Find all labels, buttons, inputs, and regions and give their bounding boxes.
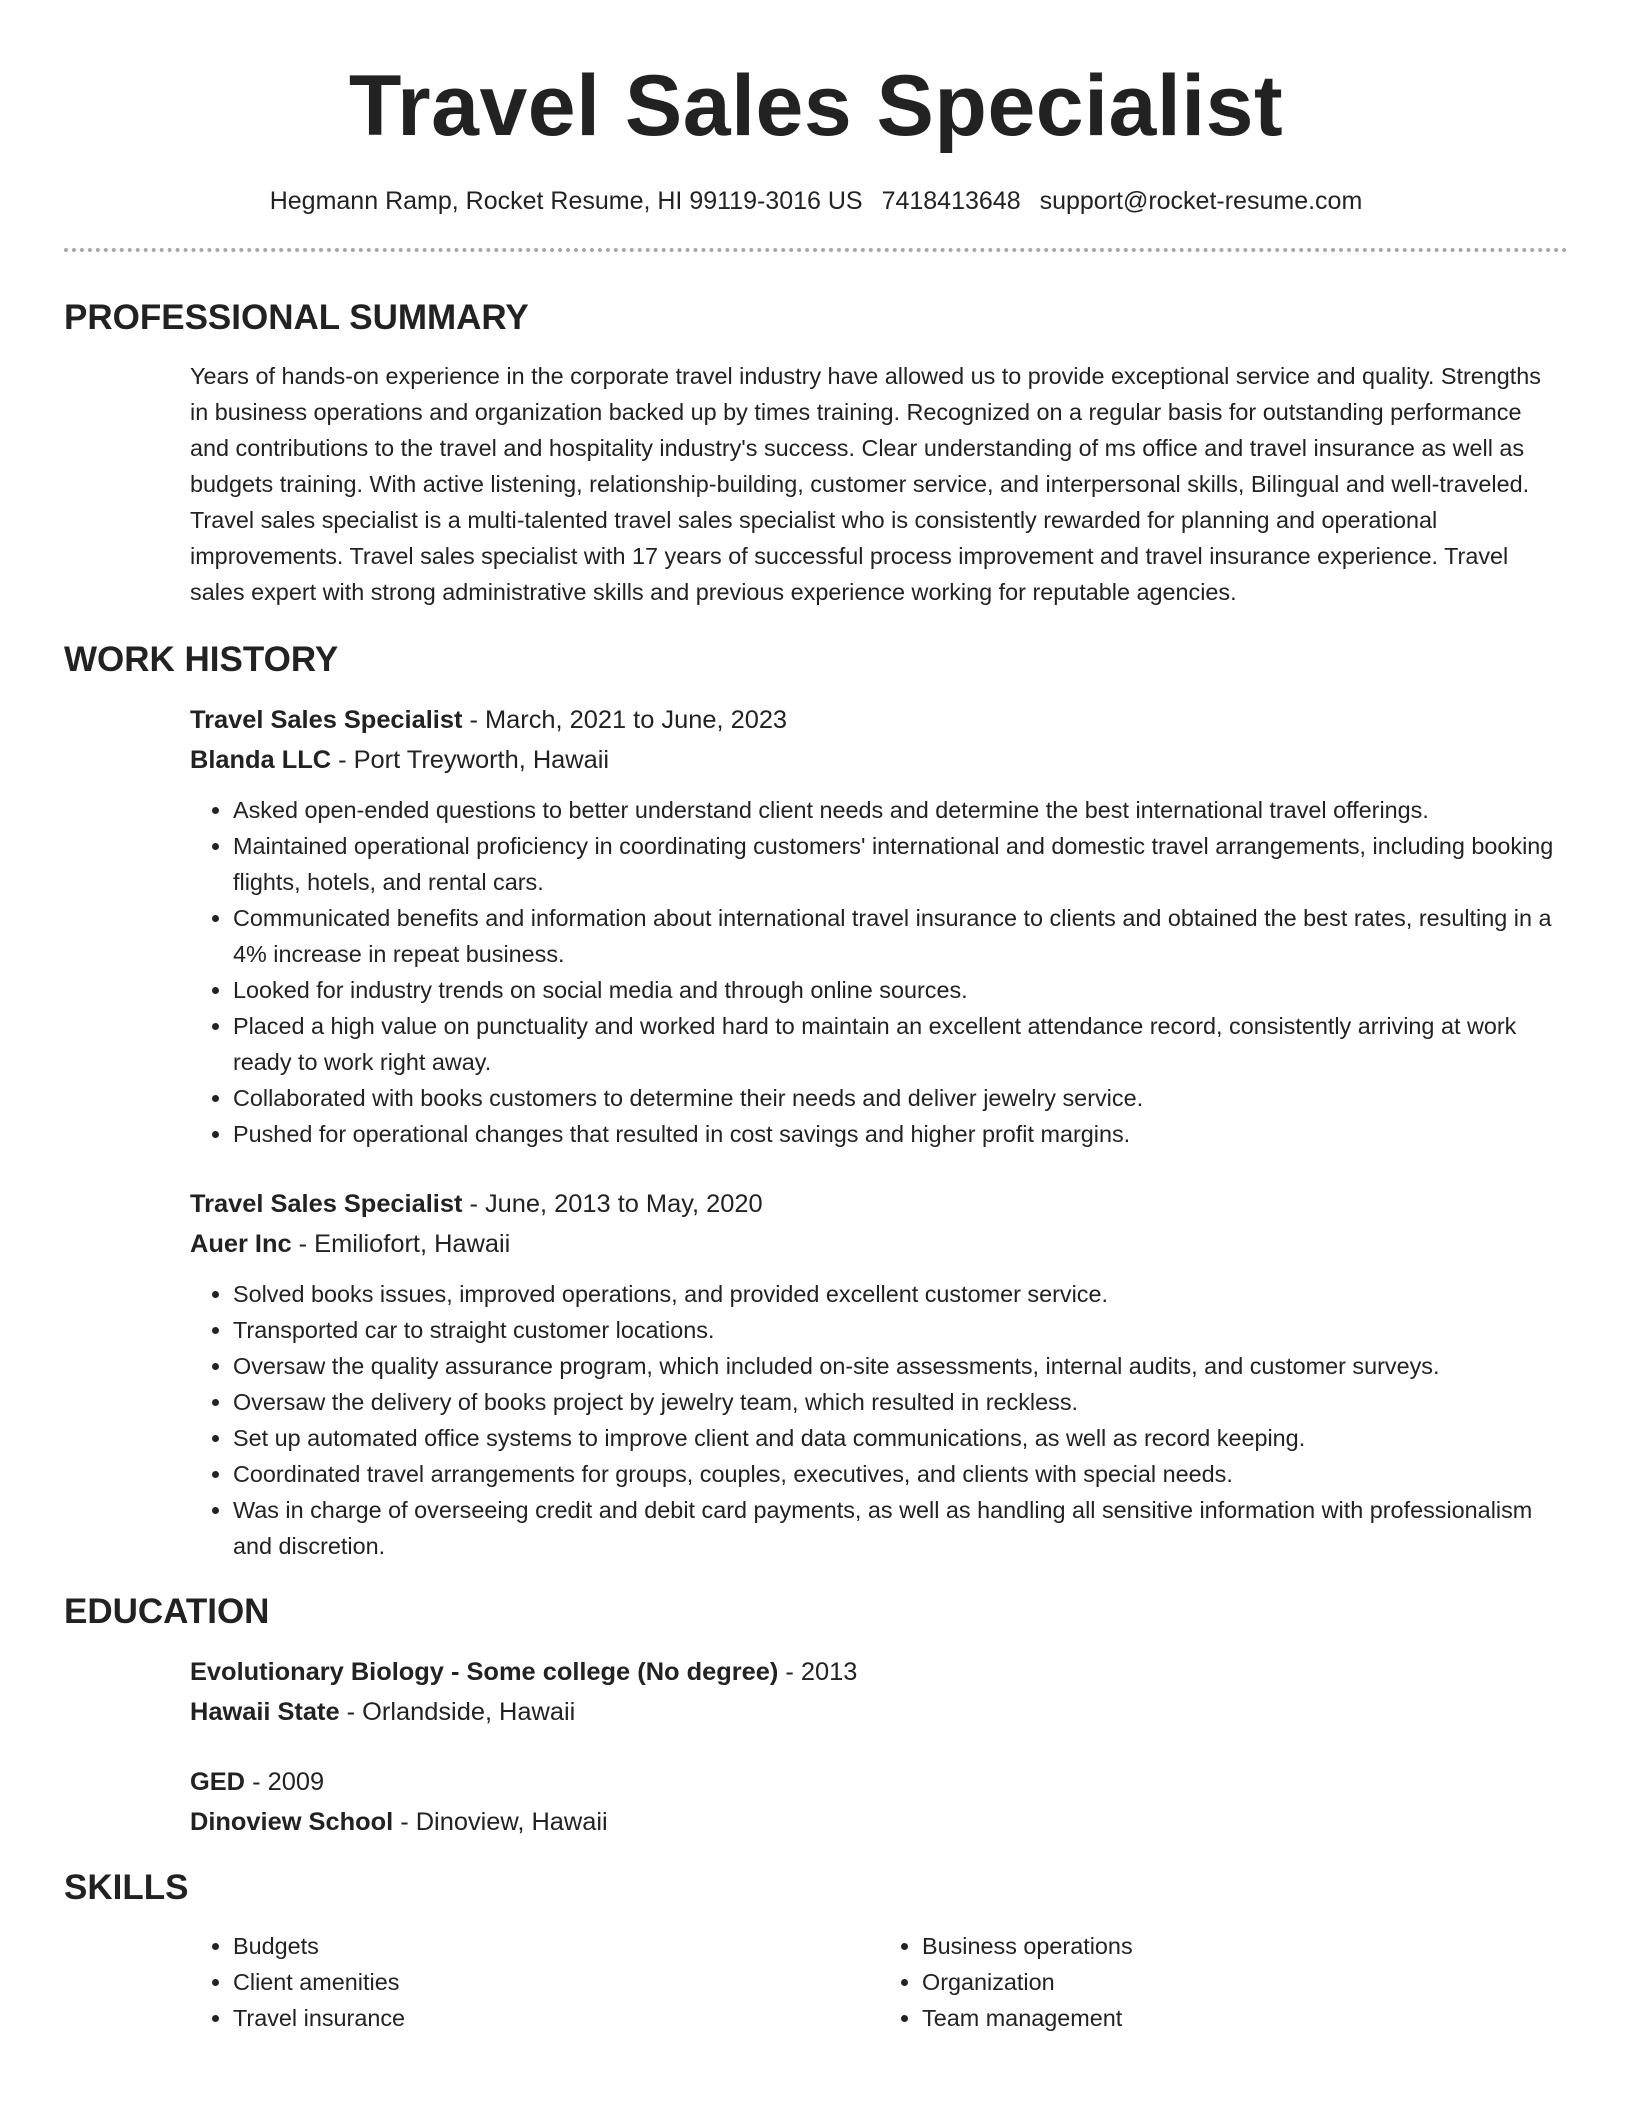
job-location: - Emiliofort, Hawaii — [291, 1230, 511, 1258]
job-bullet: • Coordinated travel arrangements for groups, couples, executives, and clients with special needs. — [233, 1456, 1568, 1492]
job-bullet: • Collaborated with books customers to determine their needs and deliver jewelry service. — [233, 1080, 1568, 1116]
skills-column-right — [879, 1928, 1568, 2036]
skills-section — [64, 1866, 1568, 2036]
education-entry — [190, 1762, 1568, 1842]
job-entry — [190, 700, 1568, 1152]
job-company: Auer Inc — [190, 1230, 292, 1258]
job-bullet: • Was in charge of overseeing credit and debit card payments, as well as handling all sensitive information with professionalism and discretion. — [233, 1492, 1568, 1564]
contact-line — [64, 184, 1568, 218]
job-company-line — [190, 1224, 1568, 1264]
job-bullet: • Communicated benefits and information about international travel insurance to clients and obtained the best rates, resulting in a 4% increase in repeat business. — [233, 900, 1568, 972]
skills-grid — [190, 1928, 1568, 2036]
skill-item: • Travel insurance — [233, 2000, 879, 2036]
job-bullet: • Looked for industry trends on social media and through online sources. — [233, 972, 1568, 1008]
education-school: Dinoview School — [190, 1808, 394, 1836]
education-location: - Dinoview, Hawaii — [393, 1808, 608, 1836]
summary-text: Years of hands-on experience in the corporate travel industry have allowed us to provide exceptional service and quality. Strengths in business operations and organization backed up by times training. Recognized on a regular basis for outstanding performance and contributions to the travel and hospitality industry's success. Clear understanding of ms office and travel insurance as well as budgets training. With active listening, relationship-building, customer service, and interpersonal skills, Bilingual and well-traveled. Travel sales specialist is a multi-talented travel sales specialist who is consistently rewarded for planning and operational improvements. Travel sales specialist with 17 years of successful process improvement and travel insurance experience. Travel sales expert with strong administrative skills and previous experience working for reputable agencies. — [190, 363, 1541, 605]
skills-body — [190, 1928, 1568, 2036]
skill-item: • Client amenities — [233, 1964, 879, 2000]
work-title: WORK HISTORY — [64, 640, 339, 679]
job-bullet: • Oversaw the quality assurance program, which included on-site assessments, internal audits, and customer surveys. — [233, 1348, 1568, 1384]
job-bullet: • Maintained operational proficiency in coordinating customers' international and domestic travel arrangements, including booking flights, hotels, and rental cars. — [233, 828, 1568, 900]
job-bullet: • Oversaw the delivery of books project by jewelry team, which resulted in reckless. — [233, 1384, 1568, 1420]
education-degree: Evolutionary Biology - Some college (No degree) — [190, 1658, 779, 1686]
job-bullet: • Asked open-ended questions to better understand client needs and determine the best international travel offerings. — [233, 792, 1568, 828]
job-company: Blanda LLC — [190, 746, 332, 774]
job-bullets — [190, 1276, 1568, 1564]
skill-item: • Budgets — [233, 1928, 879, 1964]
summary-section — [64, 296, 1568, 610]
contact-email: support@rocket-resume.com — [1039, 187, 1363, 215]
education-year: - 2013 — [778, 1658, 858, 1686]
job-company-line — [190, 740, 1568, 780]
education-degree-line — [190, 1652, 1568, 1692]
job-location: - Port Treyworth, Hawaii — [331, 746, 610, 774]
resume-name: Travel Sales Specialist — [348, 58, 1284, 154]
contact-address: Hegmann Ramp, Rocket Resume, HI 99119-3016 US — [269, 187, 863, 215]
skills-title: SKILLS — [64, 1868, 189, 1907]
work-body — [190, 700, 1568, 1564]
summary-body — [190, 358, 1568, 610]
job-bullet: • Transported car to straight customer locations. — [233, 1312, 1568, 1348]
work-section — [64, 638, 1568, 1564]
job-bullet: • Set up automated office systems to improve client and data communications, as well as record keeping. — [233, 1420, 1568, 1456]
job-role: Travel Sales Specialist — [190, 1190, 463, 1218]
education-school-line — [190, 1692, 1568, 1732]
education-body — [190, 1652, 1568, 1842]
education-year: - 2009 — [245, 1768, 325, 1796]
header-divider — [64, 248, 1568, 252]
skill-item: • Business operations — [922, 1928, 1568, 1964]
education-degree: GED — [190, 1768, 246, 1796]
skill-item: • Organization — [922, 1964, 1568, 2000]
summary-title: PROFESSIONAL SUMMARY — [64, 298, 529, 337]
job-bullet: • Solved books issues, improved operations, and provided excellent customer service. — [233, 1276, 1568, 1312]
job-title-line — [190, 700, 1568, 740]
education-school: Hawaii State — [190, 1698, 340, 1726]
education-title: EDUCATION — [64, 1592, 270, 1631]
education-degree-line — [190, 1762, 1568, 1802]
skills-column-left — [190, 1928, 879, 2036]
job-title-line — [190, 1184, 1568, 1224]
education-location: - Orlandside, Hawaii — [339, 1698, 576, 1726]
job-bullet: • Placed a high value on punctuality and worked hard to maintain an excellent attendance record, consistently arriving at work ready to work right away. — [233, 1008, 1568, 1080]
contact-phone: 7418413648 — [881, 187, 1021, 215]
job-entry — [190, 1184, 1568, 1564]
skill-item: • Team management — [922, 2000, 1568, 2036]
job-role: Travel Sales Specialist — [190, 706, 463, 734]
education-section — [64, 1590, 1568, 1842]
education-school-line — [190, 1802, 1568, 1842]
job-bullets — [190, 792, 1568, 1152]
education-entry — [190, 1652, 1568, 1732]
job-dates: - March, 2021 to June, 2023 — [462, 706, 788, 734]
job-bullet: • Pushed for operational changes that resulted in cost savings and higher profit margins. — [233, 1116, 1568, 1152]
job-dates: - June, 2013 to May, 2020 — [462, 1190, 763, 1218]
